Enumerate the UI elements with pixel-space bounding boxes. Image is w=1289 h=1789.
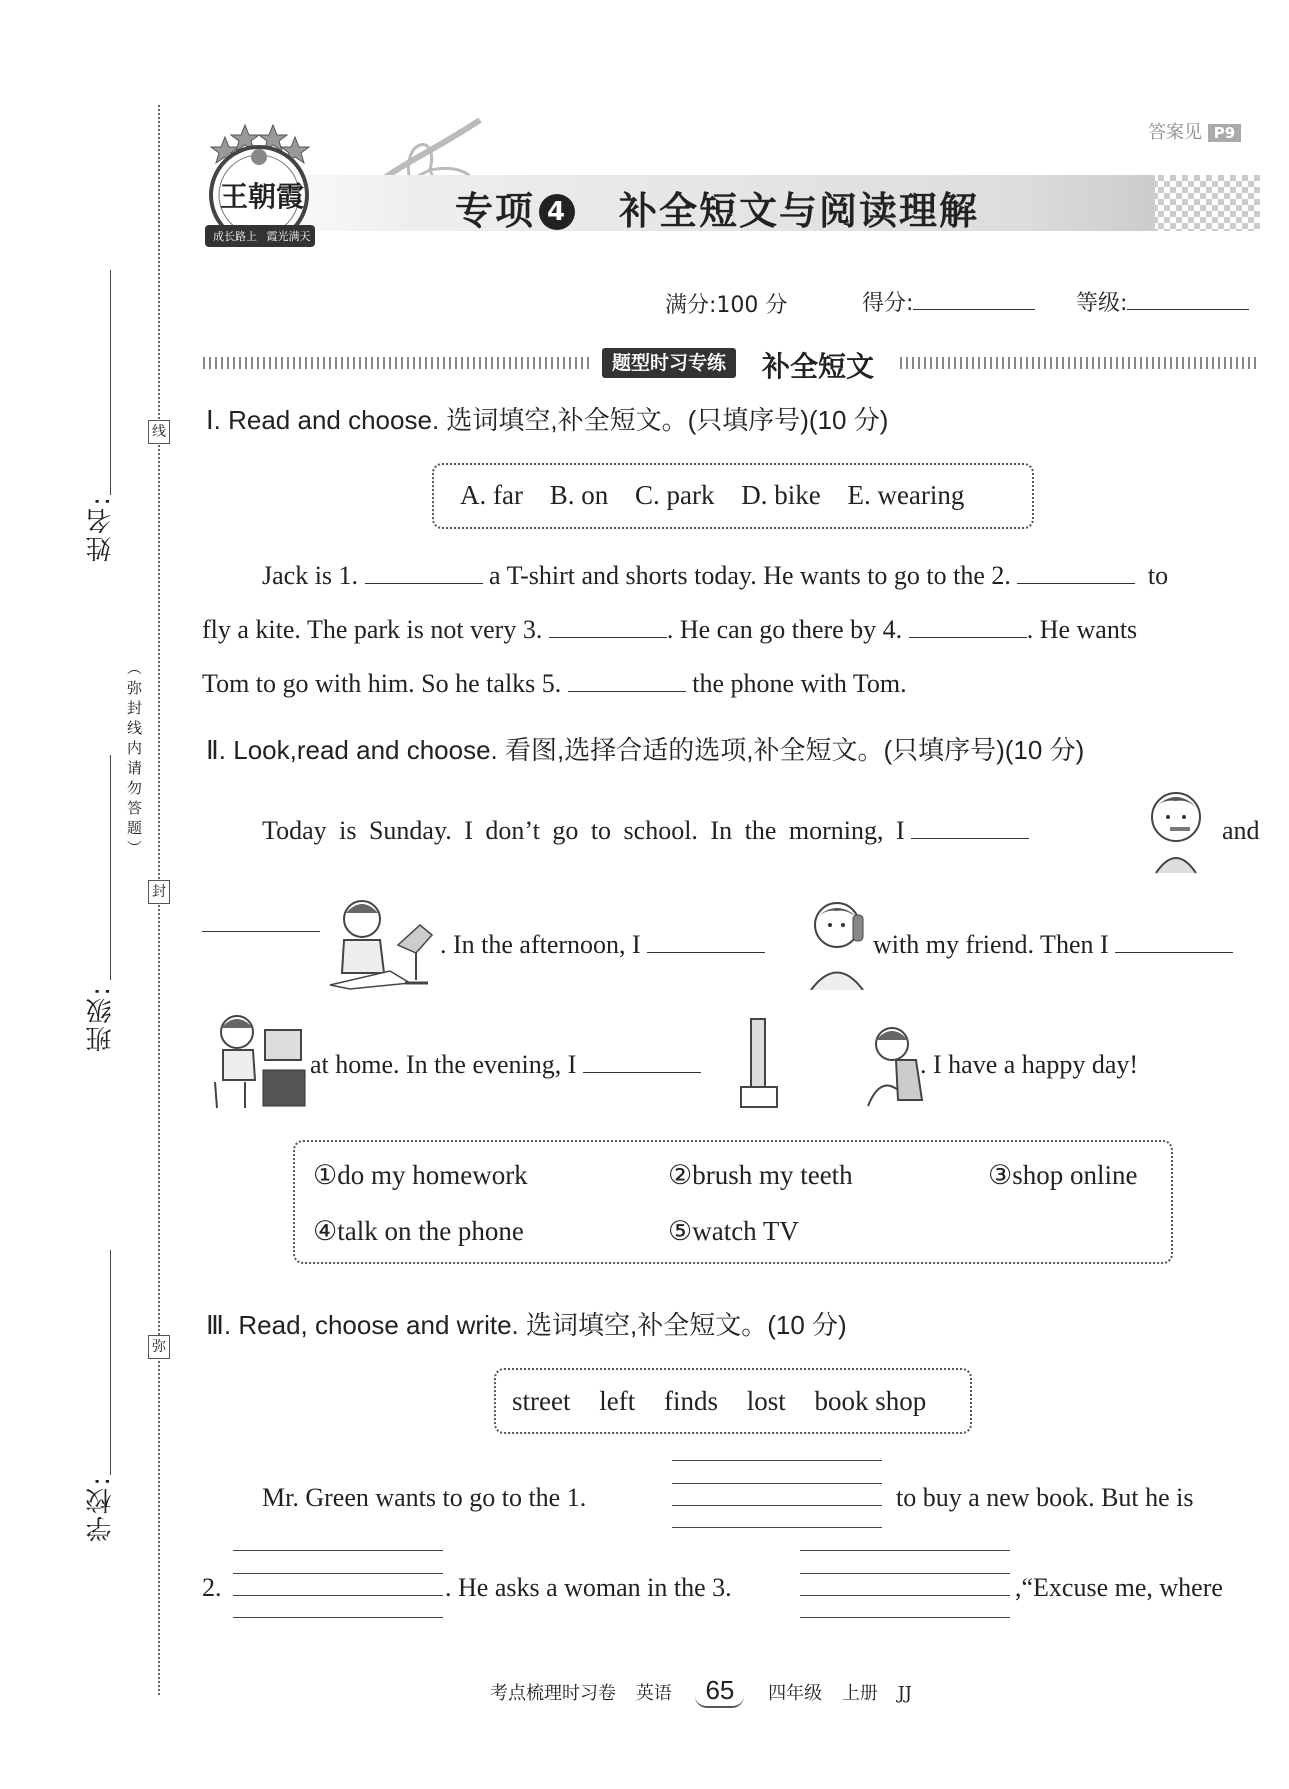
q2-blank-3[interactable] — [647, 951, 765, 953]
q2-line-2: . In the afternoon, I — [440, 932, 765, 958]
q2-title: Ⅱ. Look,read and choose. 看图,选择合适的选项,补全短文。(只填序号)(10 分) — [206, 735, 1085, 765]
name-line — [110, 270, 111, 495]
name-label: 姓名: — [86, 495, 116, 562]
q2-blank-2[interactable] — [202, 930, 320, 932]
class-line — [110, 755, 111, 980]
q1-option: C. park — [634, 480, 715, 510]
grade-field[interactable]: 等级: — [1076, 286, 1249, 317]
q3-line-2b: . He asks a woman in the 3. — [445, 1573, 732, 1602]
q2-option-2: ②brush my teeth — [668, 1160, 853, 1190]
q3-word: finds — [663, 1386, 718, 1416]
shop-online-picture — [205, 1010, 310, 1110]
page-number: 65 — [695, 1675, 744, 1708]
q2-blank-5[interactable] — [583, 1071, 701, 1073]
footer-term: 上册 — [841, 1683, 878, 1704]
watch-tv-picture — [858, 1020, 928, 1110]
footer-subject: 英语 — [635, 1683, 672, 1704]
footer — [490, 1675, 912, 1708]
logo-slogan: 成长路上 霞光满天 — [213, 230, 311, 243]
school-line — [110, 1250, 111, 1475]
q3-words — [512, 1386, 926, 1417]
page-title: 专项 4 补全短文与阅读理解 — [455, 189, 980, 233]
q1-option: A. far — [460, 480, 523, 510]
q3-word: lost — [746, 1386, 786, 1416]
q2-line-1: Today is Sunday. I don’t go to school. In the morning, I — [262, 818, 1029, 844]
q2-line-3: at home. In the evening, I — [310, 1052, 701, 1078]
q3-word: left — [599, 1386, 636, 1416]
q1-blank-5[interactable] — [568, 690, 686, 692]
q3-line-1b: to buy a new book. But he is — [896, 1483, 1194, 1512]
q3-line-2c: ,“Excuse me, where — [1015, 1573, 1223, 1602]
line-box: 线 — [148, 420, 170, 444]
mi-box: 弥 — [148, 1335, 170, 1359]
q2-blank-4[interactable] — [1115, 951, 1233, 953]
answer-page-badge: P9 — [1208, 124, 1241, 142]
q3-line-2a: 2. — [202, 1573, 222, 1602]
q3-writing-lines-1[interactable] — [672, 1460, 882, 1528]
q2-option-5: ⑤watch TV — [668, 1216, 799, 1246]
section-stripe-left — [203, 357, 593, 369]
q1-line-3: Tom to go with him. So he talks 5. the phone with Tom. — [202, 669, 907, 698]
footer-grade: 四年级 — [768, 1683, 823, 1704]
class-label: 班级: — [86, 985, 116, 1052]
q2-blank-2-wrap — [202, 930, 320, 932]
score-field[interactable]: 得分: — [862, 286, 1035, 317]
q1-blank-1[interactable] — [365, 582, 483, 584]
q1-option: B. on — [549, 480, 609, 510]
q1-title: Ⅰ. Read and choose. 选词填空,补全短文。(只填序号)(10 分) — [206, 405, 889, 435]
q2-option-1: ①do my homework — [313, 1160, 528, 1190]
q3-writing-lines-3[interactable] — [800, 1550, 1010, 1618]
q2-line-3b: . I have a happy day! — [920, 1050, 1139, 1079]
q1-line-1: Jack is 1. a T-shirt and shorts today. He wants to go to the 2. to — [262, 561, 1169, 590]
tv-picture — [735, 1015, 785, 1110]
footer-book: 考点梳理时习卷 — [490, 1683, 616, 1704]
answer-reference: 答案见 P9 — [1148, 118, 1241, 144]
q1-option: E. wearing — [847, 480, 965, 510]
school-label: 学校: — [86, 1475, 116, 1542]
q2-option-4: ④talk on the phone — [313, 1216, 524, 1246]
seal-box: 封 — [148, 880, 170, 904]
q1-blank-2[interactable] — [1017, 582, 1135, 584]
phone-picture — [803, 895, 871, 990]
footer-edition: JJ — [897, 1683, 913, 1704]
q3-word: street — [512, 1386, 571, 1416]
q1-line-2: fly a kite. The park is not very 3. . He can go there by 4. . He wants — [202, 615, 1138, 644]
title-number-badge: 4 — [539, 194, 575, 230]
q1-option: D. bike — [741, 480, 821, 510]
q1-blank-4[interactable] — [909, 636, 1027, 638]
section-stripe-right — [900, 357, 1260, 369]
binding-notice: （弥封线内请勿答题） — [125, 660, 143, 860]
q3-line-1: Mr. Green wants to go to the 1. — [262, 1483, 587, 1512]
logo-text: 王朝霞 — [220, 180, 305, 213]
section-badge: 题型时习专练 — [602, 348, 736, 378]
q2-line-1-end: and — [1222, 816, 1260, 845]
q3-title: Ⅲ. Read, choose and write. 选词填空,补全短文。(10 分) — [206, 1310, 847, 1340]
q3-writing-lines-2[interactable] — [233, 1550, 443, 1618]
q2-blank-1[interactable] — [911, 837, 1029, 839]
q1-options — [460, 480, 964, 511]
full-score: 满分:100 分 — [665, 293, 788, 318]
q1-blank-3[interactable] — [549, 636, 667, 638]
section-title: 补全短文 — [762, 350, 875, 383]
title-band-checker — [1140, 175, 1260, 231]
publisher-logo — [195, 115, 325, 255]
brush-teeth-picture — [1140, 785, 1212, 875]
q2-line-2b: with my friend. Then I — [873, 932, 1233, 958]
homework-picture — [320, 895, 440, 990]
q3-word: book shop — [814, 1386, 927, 1416]
q2-option-3: ③shop online — [988, 1160, 1138, 1190]
